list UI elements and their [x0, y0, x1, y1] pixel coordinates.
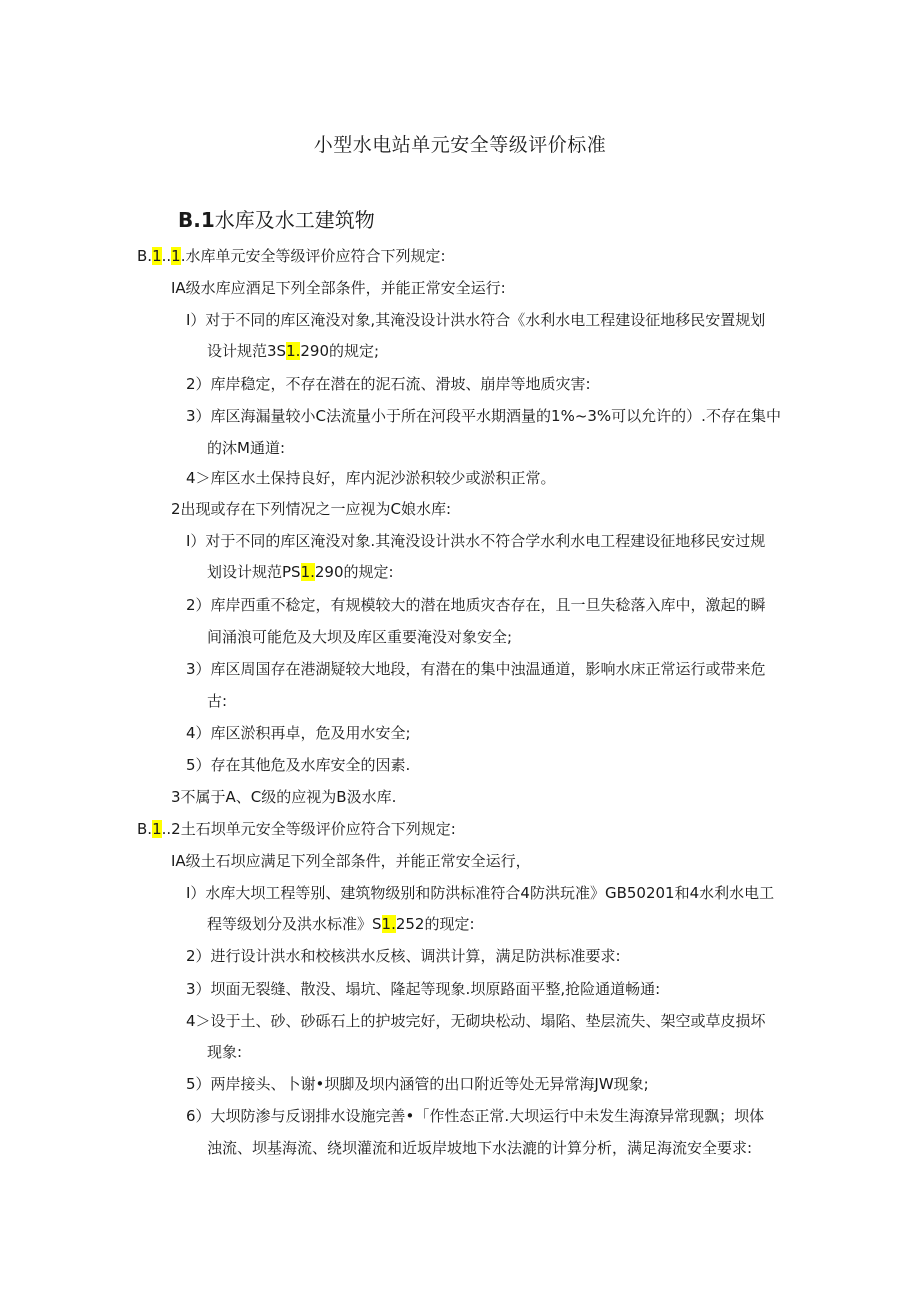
section-number: B.1	[178, 208, 215, 232]
text-run: 5）两岸接头、卜谢•坝脚及坝内涵管的出口附近等处无异常海JW现象;	[186, 1075, 649, 1093]
text-run: .	[180, 247, 186, 265]
text-run: 古:	[207, 692, 228, 710]
text-line	[137, 245, 446, 267]
text-line	[207, 690, 227, 712]
page-title: 小型水电站单元安全等级评价标准	[313, 134, 607, 156]
text-run: .	[161, 247, 167, 265]
text-line	[207, 437, 285, 459]
text-run: 2）库岸西重不稔定，有规模较大的潜在地质灾杏存在，且一旦失稔落入库中，激起的瞬	[186, 596, 766, 614]
text-line	[207, 1137, 752, 1159]
text-line	[186, 1105, 764, 1127]
text-run: 2）进行设计洪水和校核洪水反核、调洪计算，满足防洪标准要求:	[186, 947, 621, 965]
text-run: 5）存在其他危及水库安全的因素.	[186, 756, 411, 774]
text-run: 4＞库区水土保持良好，库内泥沙淤积较少或淤积正常。	[186, 469, 556, 487]
text-run: 4＞设于土、砂、砂砾石上的护坡完好，无砌块松动、塌陷、垫层流失、架空或草皮损坏	[186, 1012, 766, 1030]
section-title: 水库及水工建筑物	[214, 208, 375, 232]
text-run: 现象:	[207, 1043, 243, 1061]
text-line	[171, 498, 451, 520]
text-run: 3）库区周国存在港湖疑较大地段，有潜在的集中浊温通道，影响水床正常运行或带来危	[186, 660, 766, 678]
text-run: 6）大坝防渗与反诩排水设施完善•「作性态正常.大坝运行中未发生海潦异常现飘；坝体	[186, 1107, 765, 1125]
text-line	[186, 658, 766, 680]
text-line	[186, 882, 774, 904]
text-line	[207, 1041, 242, 1063]
text-line	[207, 913, 475, 935]
text-run: 设计规范3S	[207, 342, 287, 360]
highlighted-text: 1.	[300, 563, 315, 581]
text-run: 3）坝面无裂缝、散没、塌坑、隆起等现象.坝原路面平整,抢险通道畅通:	[186, 980, 661, 998]
highlighted-text: 1.	[286, 342, 301, 360]
text-line	[207, 340, 379, 362]
text-line	[186, 978, 660, 1000]
text-run: 3）库区海漏量较小C法流量小于所在河段平水期酒量的1%~3%可以允许的）.不存在集中	[186, 407, 781, 425]
text-line	[186, 1010, 766, 1032]
text-line	[171, 850, 531, 872]
text-line	[186, 594, 766, 616]
text-run: 2）库岸稳定，不存在潜在的泥石流、滑坡、崩岸等地质灾害:	[186, 375, 591, 393]
text-run: 程等级划分及洪水标准》S	[207, 915, 382, 933]
text-run: 的沐M通道:	[207, 439, 285, 457]
highlighted-text: 1	[152, 247, 162, 265]
text-line	[207, 561, 394, 583]
text-run: 水库单元安全等级评价应符合下列规定:	[185, 247, 446, 265]
text-run: B.	[137, 820, 153, 838]
text-line	[186, 1073, 649, 1095]
text-line	[186, 722, 411, 744]
text-run: 290的规定:	[314, 563, 394, 581]
text-line	[186, 754, 410, 776]
text-run: I）对于不同的库区淹没对象.其淹没设计洪水不符合学水利水电工程建设征地移民安过规	[186, 532, 766, 550]
text-line	[186, 373, 591, 395]
text-run: I）水库大坝工程等别、建筑物级别和防洪标准符合4防洪玩准》GB50201和4水利水电工	[186, 884, 775, 902]
text-run: 2出现或存在下列情况之一应视为C娘水库:	[171, 500, 452, 518]
text-line	[207, 626, 512, 648]
text-line	[186, 530, 765, 552]
text-run: IA级土石坝应满足下列全部条件，并能正常安全运行，	[171, 852, 531, 870]
text-run: 3不属于A、C级的应视为B汲水库.	[171, 788, 397, 806]
text-run: 252的现定:	[395, 915, 475, 933]
text-run: .2土石坝单元安全等级评价应符合下列规定:	[166, 820, 456, 838]
text-run: .	[161, 820, 167, 838]
text-run: 间涌浪可能危及大坝及库区重要淹没对象安全;	[207, 628, 513, 646]
text-line	[186, 945, 621, 967]
text-run: B.	[137, 247, 153, 265]
text-line	[186, 309, 765, 331]
text-line	[171, 786, 396, 808]
highlighted-text: 1	[152, 820, 162, 838]
text-run: I）对于不同的库区淹没对象,其淹没设计洪水符合《水利水电工程建设征地移民安置规划	[186, 311, 766, 329]
highlighted-text: 1.	[381, 915, 396, 933]
text-line	[137, 818, 456, 840]
section-heading	[178, 204, 375, 233]
text-line	[186, 467, 556, 489]
text-run: 浊流、坝基海流、绕坝灌流和近坂岸坡地下水法漉的计算分析，满足海流安全要求:	[207, 1139, 753, 1157]
text-run: 划设计规范PS	[207, 563, 301, 581]
text-run: IA级水库应酒足下列全部条件，并能正常安全运行:	[171, 279, 506, 297]
highlighted-text: 1	[171, 247, 181, 265]
text-run: .	[166, 247, 172, 265]
text-line	[186, 405, 781, 427]
text-run: 290的规定;	[300, 342, 380, 360]
text-line	[171, 277, 506, 299]
text-run: 4）库区淤积再卓，危及用水安全;	[186, 724, 411, 742]
